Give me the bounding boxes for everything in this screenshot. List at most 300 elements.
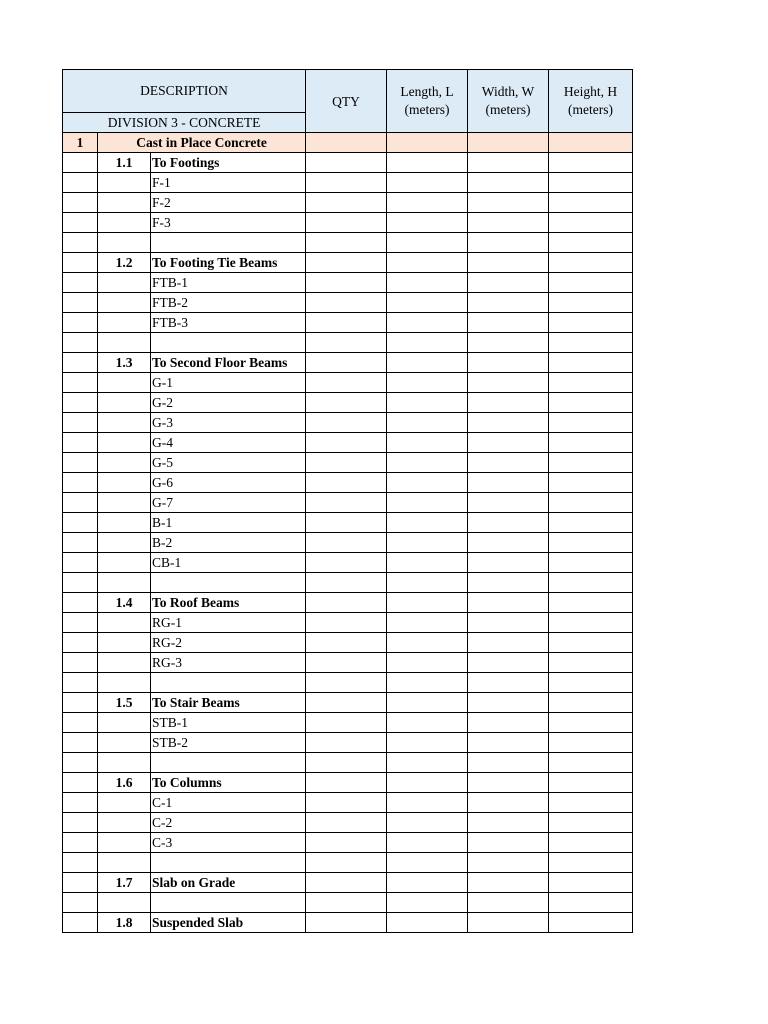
- length-cell[interactable]: [387, 333, 468, 353]
- qty-cell[interactable]: [306, 453, 387, 473]
- item-label: [151, 673, 306, 693]
- subsection-number: [98, 673, 151, 693]
- item-number-cell: [63, 313, 98, 333]
- height-cell[interactable]: [549, 493, 633, 513]
- item-label: G-2: [151, 393, 306, 413]
- item-label: FTB-1: [151, 273, 306, 293]
- item-label: [151, 233, 306, 253]
- item-number-cell: [63, 513, 98, 533]
- width-cell[interactable]: [468, 693, 549, 713]
- length-cell[interactable]: [387, 773, 468, 793]
- length-cell[interactable]: [387, 633, 468, 653]
- item-label: [151, 853, 306, 873]
- item-label: RG-3: [151, 653, 306, 673]
- height-cell[interactable]: [549, 473, 633, 493]
- length-cell[interactable]: [387, 553, 468, 573]
- length-cell[interactable]: [387, 173, 468, 193]
- qty-cell[interactable]: [306, 353, 387, 373]
- height-cell[interactable]: [549, 153, 633, 173]
- length-cell[interactable]: [387, 873, 468, 893]
- subsection-label: To Footing Tie Beams: [151, 253, 306, 273]
- qty-cell[interactable]: [306, 633, 387, 653]
- length-cell[interactable]: [387, 413, 468, 433]
- item-number-cell: [63, 353, 98, 373]
- length-header-unit: (meters): [404, 102, 450, 117]
- description-header: DESCRIPTION: [63, 70, 306, 113]
- item-row: [63, 493, 633, 513]
- subsection-number: [98, 513, 151, 533]
- item-label: [151, 573, 306, 593]
- width-cell[interactable]: [468, 273, 549, 293]
- width-cell[interactable]: [468, 393, 549, 413]
- subsection-row: [63, 153, 633, 173]
- subsection-number: [98, 533, 151, 553]
- item-number-cell: [63, 153, 98, 173]
- item-number-cell: [63, 273, 98, 293]
- item-number-cell: [63, 613, 98, 633]
- height-cell[interactable]: [549, 193, 633, 213]
- height-cell[interactable]: [549, 333, 633, 353]
- height-cell[interactable]: [549, 253, 633, 273]
- width-cell[interactable]: [468, 913, 549, 933]
- width-cell[interactable]: [468, 153, 549, 173]
- length-cell[interactable]: [387, 793, 468, 813]
- width-cell[interactable]: [468, 173, 549, 193]
- item-label: C-3: [151, 833, 306, 853]
- width-cell[interactable]: [468, 753, 549, 773]
- width-cell[interactable]: [468, 533, 549, 553]
- item-number-cell: [63, 813, 98, 833]
- qty-cell[interactable]: [306, 753, 387, 773]
- length-cell[interactable]: [387, 233, 468, 253]
- item-number-cell: [63, 753, 98, 773]
- length-cell[interactable]: [387, 693, 468, 713]
- subsection-row: [63, 253, 633, 273]
- width-cell[interactable]: [468, 293, 549, 313]
- length-cell[interactable]: [387, 713, 468, 733]
- subsection-number: [98, 853, 151, 873]
- concrete-takeoff-table: [62, 69, 633, 933]
- qty-cell[interactable]: [306, 913, 387, 933]
- height-cell[interactable]: [549, 393, 633, 413]
- width-cell[interactable]: [468, 413, 549, 433]
- item-number-cell: [63, 633, 98, 653]
- qty-cell[interactable]: [306, 553, 387, 573]
- qty-cell[interactable]: [306, 133, 387, 153]
- subsection-number: [98, 473, 151, 493]
- subsection-label: To Footings: [151, 153, 306, 173]
- width-cell[interactable]: [468, 353, 549, 373]
- item-label: F-2: [151, 193, 306, 213]
- item-row: [63, 193, 633, 213]
- item-label: CB-1: [151, 553, 306, 573]
- qty-cell[interactable]: [306, 813, 387, 833]
- length-cell[interactable]: [387, 453, 468, 473]
- item-row: [63, 213, 633, 233]
- width-cell[interactable]: [468, 213, 549, 233]
- qty-cell[interactable]: [306, 733, 387, 753]
- item-label: F-3: [151, 213, 306, 233]
- item-label: FTB-3: [151, 313, 306, 333]
- item-label: G-4: [151, 433, 306, 453]
- width-cell[interactable]: [468, 493, 549, 513]
- subsection-number: [98, 453, 151, 473]
- qty-cell[interactable]: [306, 873, 387, 893]
- item-label: G-1: [151, 373, 306, 393]
- qty-cell[interactable]: [306, 433, 387, 453]
- length-cell[interactable]: [387, 473, 468, 493]
- width-cell[interactable]: [468, 313, 549, 333]
- section-row: [63, 133, 633, 153]
- height-cell[interactable]: [549, 453, 633, 473]
- height-cell[interactable]: [549, 613, 633, 633]
- item-row: [63, 373, 633, 393]
- width-cell[interactable]: [468, 893, 549, 913]
- height-cell[interactable]: [549, 813, 633, 833]
- item-number-cell: [63, 913, 98, 933]
- item-number-cell: [63, 713, 98, 733]
- height-header-label: Height, H: [563, 84, 618, 99]
- qty-cell[interactable]: [306, 393, 387, 413]
- item-label: G-6: [151, 473, 306, 493]
- qty-cell[interactable]: [306, 713, 387, 733]
- width-cell[interactable]: [468, 593, 549, 613]
- width-cell[interactable]: [468, 233, 549, 253]
- item-row: [63, 393, 633, 413]
- qty-cell[interactable]: [306, 833, 387, 853]
- height-cell[interactable]: [549, 133, 633, 153]
- subsection-number: [98, 893, 151, 913]
- width-cell[interactable]: [468, 193, 549, 213]
- length-cell[interactable]: [387, 853, 468, 873]
- blank-row: [63, 753, 633, 773]
- width-cell[interactable]: [468, 853, 549, 873]
- qty-cell[interactable]: [306, 493, 387, 513]
- item-number-cell: [63, 533, 98, 553]
- height-cell[interactable]: [549, 873, 633, 893]
- blank-row: [63, 853, 633, 873]
- subsection-number: 1.8: [98, 913, 151, 933]
- height-cell[interactable]: [549, 773, 633, 793]
- subsection-number: [98, 493, 151, 513]
- height-header-unit: (meters): [568, 102, 614, 117]
- item-label: B-2: [151, 533, 306, 553]
- item-label: [151, 753, 306, 773]
- item-row: [63, 293, 633, 313]
- width-cell[interactable]: [468, 373, 549, 393]
- qty-cell[interactable]: [306, 153, 387, 173]
- height-cell[interactable]: [549, 833, 633, 853]
- subsection-label: To Second Floor Beams: [151, 353, 306, 373]
- height-cell[interactable]: [549, 353, 633, 373]
- qty-cell[interactable]: [306, 213, 387, 233]
- width-cell[interactable]: [468, 133, 549, 153]
- length-cell[interactable]: [387, 393, 468, 413]
- item-row: [63, 473, 633, 493]
- qty-cell[interactable]: [306, 473, 387, 493]
- subsection-number: [98, 213, 151, 233]
- height-cell[interactable]: [549, 573, 633, 593]
- item-number-cell: [63, 173, 98, 193]
- length-cell[interactable]: [387, 353, 468, 373]
- subsection-number: [98, 833, 151, 853]
- qty-cell[interactable]: [306, 293, 387, 313]
- item-number-cell: [63, 433, 98, 453]
- height-cell[interactable]: [549, 753, 633, 773]
- height-cell[interactable]: [549, 233, 633, 253]
- length-cell[interactable]: [387, 513, 468, 533]
- item-row: [63, 713, 633, 733]
- item-number-cell: [63, 693, 98, 713]
- length-cell[interactable]: [387, 293, 468, 313]
- item-number-cell: [63, 193, 98, 213]
- subsection-number: [98, 173, 151, 193]
- width-cell[interactable]: [468, 793, 549, 813]
- height-cell[interactable]: [549, 713, 633, 733]
- width-cell[interactable]: [468, 333, 549, 353]
- blank-row: [63, 573, 633, 593]
- item-label: B-1: [151, 513, 306, 533]
- length-cell[interactable]: [387, 613, 468, 633]
- length-cell[interactable]: [387, 913, 468, 933]
- item-number-cell: [63, 213, 98, 233]
- qty-cell[interactable]: [306, 193, 387, 213]
- qty-cell[interactable]: [306, 413, 387, 433]
- item-number-cell: [63, 853, 98, 873]
- item-label: RG-2: [151, 633, 306, 653]
- subsection-number: [98, 793, 151, 813]
- height-cell[interactable]: [549, 793, 633, 813]
- division-header: DIVISION 3 - CONCRETE: [63, 113, 306, 133]
- subsection-row: [63, 693, 633, 713]
- subsection-row: [63, 593, 633, 613]
- height-cell[interactable]: [549, 893, 633, 913]
- height-cell[interactable]: [549, 593, 633, 613]
- item-number-cell: [63, 453, 98, 473]
- height-cell[interactable]: [549, 653, 633, 673]
- length-cell[interactable]: [387, 833, 468, 853]
- item-number-cell: [63, 553, 98, 573]
- length-cell[interactable]: [387, 733, 468, 753]
- qty-cell[interactable]: [306, 613, 387, 633]
- length-cell[interactable]: [387, 313, 468, 333]
- width-cell[interactable]: [468, 713, 549, 733]
- item-row: [63, 553, 633, 573]
- blank-row: [63, 233, 633, 253]
- subsection-number: [98, 613, 151, 633]
- subsection-number: 1.4: [98, 593, 151, 613]
- item-number-cell: [63, 773, 98, 793]
- subsection-number: [98, 653, 151, 673]
- qty-cell[interactable]: [306, 653, 387, 673]
- subsection-number: [98, 573, 151, 593]
- height-cell[interactable]: [549, 433, 633, 453]
- qty-cell[interactable]: [306, 673, 387, 693]
- item-row: [63, 313, 633, 333]
- width-header: [468, 70, 549, 133]
- table-body: [63, 133, 633, 933]
- subsection-number: [98, 433, 151, 453]
- item-number-cell: [63, 333, 98, 353]
- item-number-cell: [63, 833, 98, 853]
- subsection-number: [98, 193, 151, 213]
- width-cell[interactable]: [468, 433, 549, 453]
- item-number-cell: [63, 413, 98, 433]
- qty-cell[interactable]: [306, 233, 387, 253]
- item-number-cell: [63, 733, 98, 753]
- length-cell[interactable]: [387, 593, 468, 613]
- subsection-number: 1.6: [98, 773, 151, 793]
- item-row: [63, 453, 633, 473]
- width-header-unit: (meters): [485, 102, 531, 117]
- subsection-row: [63, 353, 633, 373]
- item-number-cell: [63, 233, 98, 253]
- item-label: G-7: [151, 493, 306, 513]
- subsection-number: [98, 313, 151, 333]
- qty-cell[interactable]: [306, 593, 387, 613]
- height-cell[interactable]: [549, 673, 633, 693]
- subsection-number: [98, 413, 151, 433]
- subsection-number: [98, 713, 151, 733]
- item-number-cell: [63, 253, 98, 273]
- width-cell[interactable]: [468, 813, 549, 833]
- length-cell[interactable]: [387, 493, 468, 513]
- height-cell[interactable]: [549, 733, 633, 753]
- qty-cell[interactable]: [306, 853, 387, 873]
- height-cell[interactable]: [549, 413, 633, 433]
- qty-cell[interactable]: [306, 573, 387, 593]
- item-label: FTB-2: [151, 293, 306, 313]
- qty-cell[interactable]: [306, 253, 387, 273]
- height-cell[interactable]: [549, 913, 633, 933]
- item-number-cell: [63, 593, 98, 613]
- width-cell[interactable]: [468, 573, 549, 593]
- height-cell[interactable]: [549, 633, 633, 653]
- height-cell[interactable]: [549, 693, 633, 713]
- width-cell[interactable]: [468, 453, 549, 473]
- qty-cell[interactable]: [306, 533, 387, 553]
- height-cell[interactable]: [549, 173, 633, 193]
- item-row: [63, 733, 633, 753]
- item-row: [63, 793, 633, 813]
- item-row: [63, 613, 633, 633]
- qty-cell[interactable]: [306, 693, 387, 713]
- item-number-cell: [63, 293, 98, 313]
- width-cell[interactable]: [468, 653, 549, 673]
- item-number-cell: [63, 493, 98, 513]
- height-cell[interactable]: [549, 513, 633, 533]
- item-row: [63, 413, 633, 433]
- qty-cell[interactable]: [306, 173, 387, 193]
- item-label: C-1: [151, 793, 306, 813]
- subsection-label: Slab on Grade: [151, 873, 306, 893]
- length-cell[interactable]: [387, 193, 468, 213]
- length-cell[interactable]: [387, 533, 468, 553]
- width-cell[interactable]: [468, 553, 549, 573]
- length-cell[interactable]: [387, 893, 468, 913]
- length-cell[interactable]: [387, 433, 468, 453]
- item-number-cell: [63, 573, 98, 593]
- item-label: STB-2: [151, 733, 306, 753]
- qty-cell[interactable]: [306, 313, 387, 333]
- width-cell[interactable]: [468, 673, 549, 693]
- qty-cell[interactable]: [306, 373, 387, 393]
- item-number-cell: [63, 473, 98, 493]
- height-cell[interactable]: [549, 533, 633, 553]
- item-label: STB-1: [151, 713, 306, 733]
- length-cell[interactable]: [387, 253, 468, 273]
- width-cell[interactable]: [468, 833, 549, 853]
- height-cell[interactable]: [549, 273, 633, 293]
- length-cell[interactable]: [387, 273, 468, 293]
- item-row: [63, 833, 633, 853]
- length-cell[interactable]: [387, 213, 468, 233]
- item-number-cell: [63, 373, 98, 393]
- qty-cell[interactable]: [306, 513, 387, 533]
- subsection-label: To Stair Beams: [151, 693, 306, 713]
- length-cell[interactable]: [387, 153, 468, 173]
- length-cell[interactable]: [387, 653, 468, 673]
- height-cell[interactable]: [549, 553, 633, 573]
- width-cell[interactable]: [468, 733, 549, 753]
- length-cell[interactable]: [387, 573, 468, 593]
- width-cell[interactable]: [468, 253, 549, 273]
- item-row: [63, 653, 633, 673]
- subsection-row: [63, 913, 633, 933]
- subsection-number: [98, 233, 151, 253]
- width-cell[interactable]: [468, 773, 549, 793]
- subsection-row: [63, 873, 633, 893]
- qty-cell[interactable]: [306, 893, 387, 913]
- height-cell[interactable]: [549, 373, 633, 393]
- length-cell[interactable]: [387, 673, 468, 693]
- item-row: [63, 433, 633, 453]
- item-label: [151, 893, 306, 913]
- length-cell[interactable]: [387, 753, 468, 773]
- height-cell[interactable]: [549, 853, 633, 873]
- width-header-label: Width, W: [481, 84, 535, 99]
- item-row: [63, 513, 633, 533]
- qty-cell[interactable]: [306, 773, 387, 793]
- width-cell[interactable]: [468, 613, 549, 633]
- qty-cell[interactable]: [306, 793, 387, 813]
- subsection-number: 1.2: [98, 253, 151, 273]
- width-cell[interactable]: [468, 473, 549, 493]
- length-cell[interactable]: [387, 373, 468, 393]
- subsection-number: 1.5: [98, 693, 151, 713]
- qty-cell[interactable]: [306, 273, 387, 293]
- width-cell[interactable]: [468, 513, 549, 533]
- item-row: [63, 533, 633, 553]
- item-row: [63, 813, 633, 833]
- length-cell[interactable]: [387, 813, 468, 833]
- subsection-number: [98, 633, 151, 653]
- height-cell[interactable]: [549, 213, 633, 233]
- subsection-number: [98, 333, 151, 353]
- length-cell[interactable]: [387, 133, 468, 153]
- item-label: RG-1: [151, 613, 306, 633]
- length-header-label: Length, L: [400, 84, 454, 99]
- item-row: [63, 173, 633, 193]
- width-cell[interactable]: [468, 633, 549, 653]
- item-number-cell: [63, 653, 98, 673]
- qty-cell[interactable]: [306, 333, 387, 353]
- width-cell[interactable]: [468, 873, 549, 893]
- section-number: 1: [63, 133, 98, 153]
- height-cell[interactable]: [549, 313, 633, 333]
- item-number-cell: [63, 793, 98, 813]
- height-cell[interactable]: [549, 293, 633, 313]
